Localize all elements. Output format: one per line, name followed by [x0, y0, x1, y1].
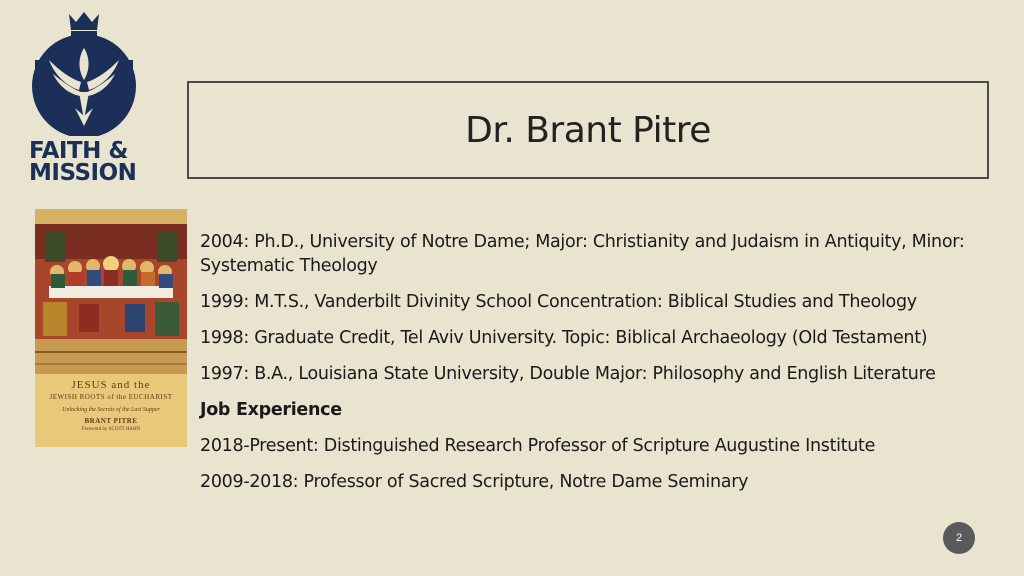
education-item: 1999: M.T.S., Vanderbilt Divinity School Concentration: Biblical Studies and Theology: [200, 292, 917, 312]
education-item: 1998: Graduate Credit, Tel Aviv University. Topic: Biblical Archaeology (Old Testament): [200, 328, 928, 348]
dove-cross-crown-icon: [29, 8, 139, 136]
bio-content: [200, 230, 990, 506]
book-author: BRANT PITRE: [84, 417, 138, 425]
faith-mission-logo: [26, 8, 142, 184]
logo-text: [26, 140, 142, 184]
book-title-line-2: JEWISH ROOTS of the EUCHARIST: [49, 393, 173, 401]
book-subtitle: Unlocking the Secrets of the Last Supper: [62, 407, 160, 413]
slide-title: Dr. Brant Pitre: [465, 109, 711, 151]
last-supper-painting: [35, 224, 187, 374]
book-cover-image: [35, 209, 187, 447]
education-item: 2004: Ph.D., University of Notre Dame; Major: Christianity and Judaism in Antiquity, Minor: Systematic Theology: [200, 232, 965, 276]
title-box: [187, 81, 989, 179]
education-item: 1997: B.A., Louisiana State University, Double Major: Philosophy and English Literature: [200, 364, 936, 384]
logo-line-1: FAITH &: [29, 138, 128, 164]
book-title-line-1: JESUS and the: [71, 379, 151, 391]
logo-line-2: MISSION: [29, 160, 137, 186]
page-number-badge: [943, 522, 975, 554]
job-item: 2009-2018: Professor of Sacred Scripture, Notre Dame Seminary: [200, 472, 749, 492]
job-experience-heading: Job Experience: [200, 400, 342, 420]
book-foreword: Foreword by SCOTT HAHN: [81, 427, 141, 432]
job-item: 2018-Present: Distinguished Research Professor of Scripture Augustine Institute: [200, 436, 876, 456]
page-number: 2: [955, 532, 963, 544]
book-title-block: [35, 379, 187, 432]
book-endorsement-band: [35, 209, 187, 224]
